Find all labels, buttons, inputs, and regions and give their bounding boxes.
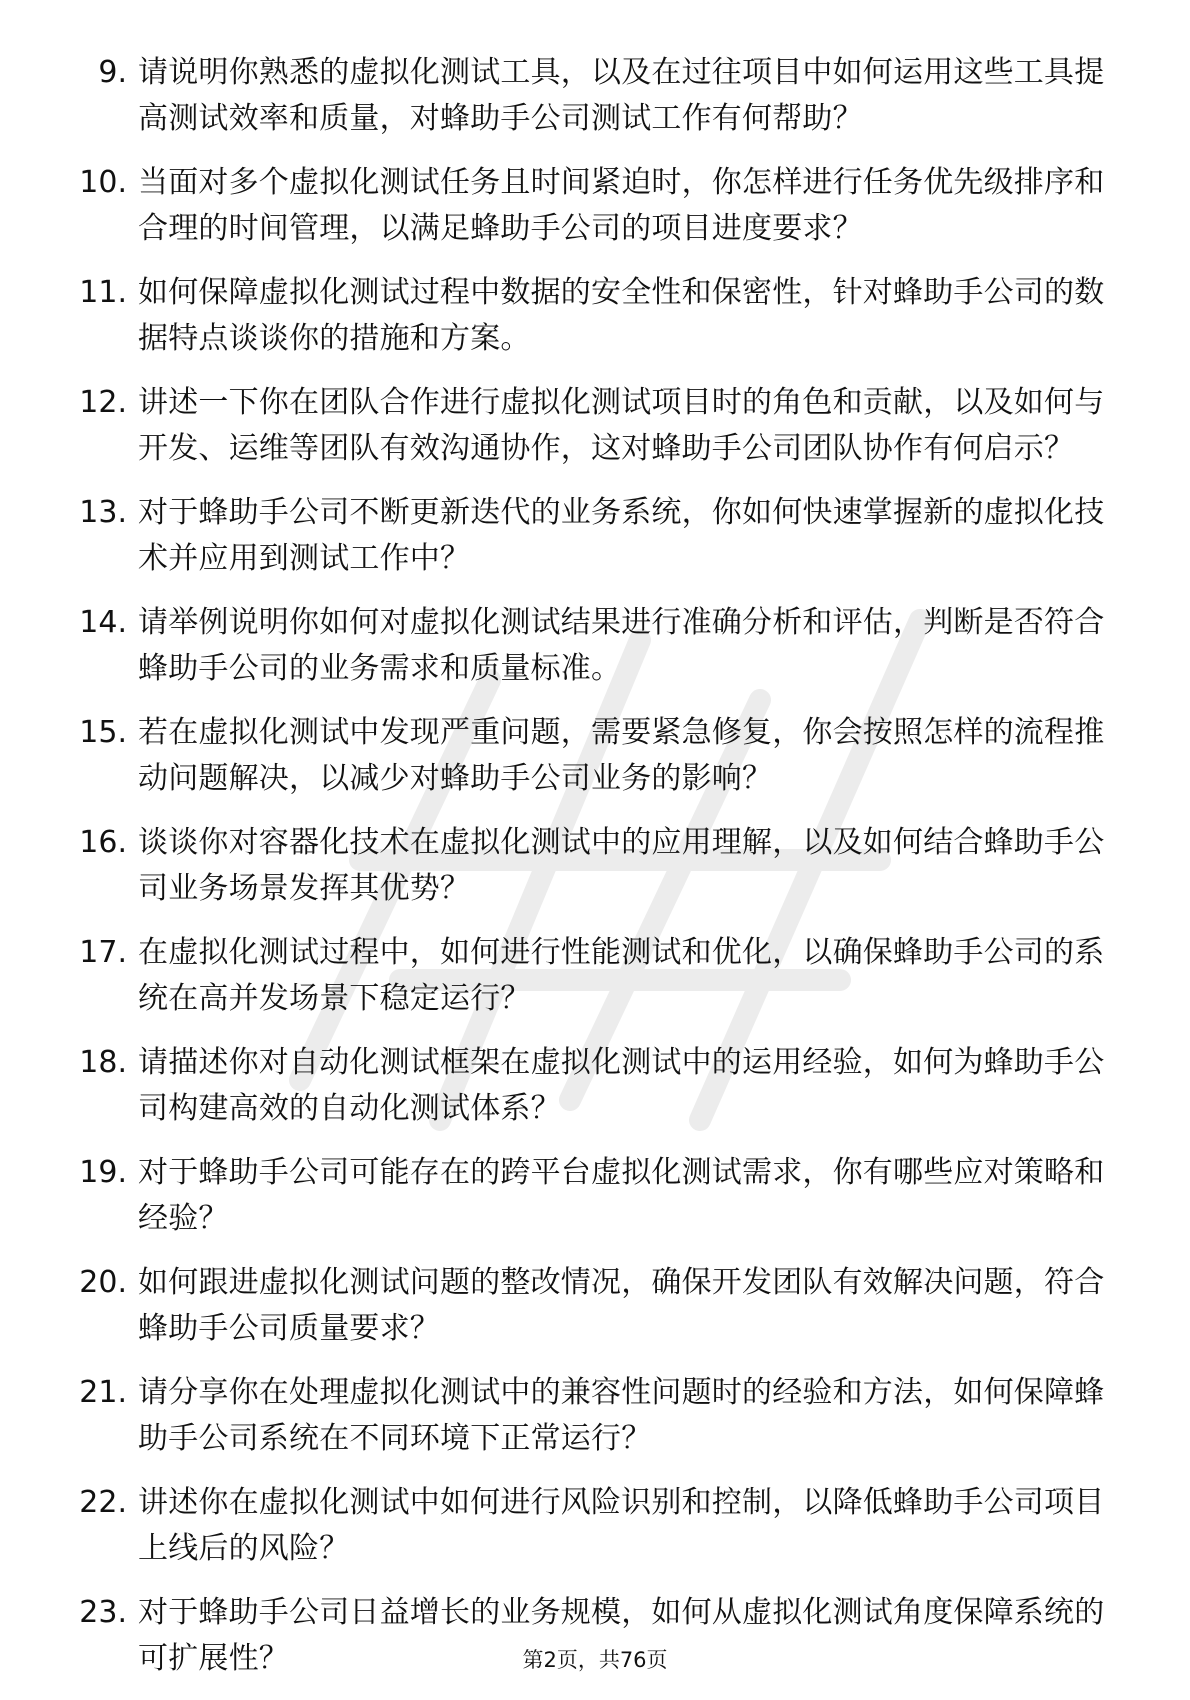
question-text: 请描述你对自动化测试框架在虚拟化测试中的运用经验，如何为蜂助手公司构建高效的自动化测试体系？ [138, 1045, 1105, 1126]
question-text: 在虚拟化测试过程中，如何进行性能测试和优化，以确保蜂助手公司的系统在高并发场景下稳定运行？ [138, 935, 1105, 1016]
question-number: 14. [79, 605, 127, 640]
question-number: 18. [79, 1045, 127, 1080]
question-number: 22. [79, 1485, 127, 1520]
question-number: 23. [79, 1595, 127, 1630]
question-number: 20. [79, 1265, 127, 1300]
question-item [60, 380, 1120, 472]
question-number: 11. [79, 275, 127, 310]
question-item [60, 1480, 1120, 1572]
question-number: 13. [79, 495, 127, 530]
question-item [60, 490, 1120, 582]
question-item [60, 1040, 1120, 1132]
question-text: 讲述一下你在团队合作进行虚拟化测试项目时的角色和贡献，以及如何与开发、运维等团队有效沟通协作，这对蜂助手公司团队协作有何启示？ [138, 385, 1105, 466]
question-number: 16. [79, 825, 127, 860]
question-text: 对于蜂助手公司不断更新迭代的业务系统，你如何快速掌握新的虚拟化技术并应用到测试工作中？ [138, 495, 1105, 576]
question-text: 谈谈你对容器化技术在虚拟化测试中的应用理解，以及如何结合蜂助手公司业务场景发挥其优势？ [138, 825, 1105, 906]
question-item [60, 270, 1120, 362]
question-text: 如何保障虚拟化测试过程中数据的安全性和保密性，针对蜂助手公司的数据特点谈谈你的措施和方案。 [138, 275, 1105, 356]
question-number: 15. [79, 715, 127, 750]
question-number: 9. [98, 55, 127, 90]
question-item [60, 1260, 1120, 1352]
question-item [60, 1370, 1120, 1462]
question-text: 请说明你熟悉的虚拟化测试工具，以及在过往项目中如何运用这些工具提高测试效率和质量，对蜂助手公司测试工作有何帮助？ [138, 55, 1105, 136]
question-item [60, 710, 1120, 802]
question-item [60, 50, 1120, 142]
question-item [60, 930, 1120, 1022]
question-text: 若在虚拟化测试中发现严重问题，需要紧急修复，你会按照怎样的流程推动问题解决，以减少对蜂助手公司业务的影响？ [138, 715, 1105, 796]
question-item [60, 160, 1120, 252]
question-text: 对于蜂助手公司日益增长的业务规模，如何从虚拟化测试角度保障系统的可扩展性？ [138, 1595, 1105, 1676]
question-text: 讲述你在虚拟化测试中如何进行风险识别和控制，以降低蜂助手公司项目上线后的风险？ [138, 1485, 1105, 1566]
question-list [60, 50, 1120, 1700]
question-item [60, 600, 1120, 692]
question-item [60, 820, 1120, 912]
question-number: 17. [79, 935, 127, 970]
question-text: 对于蜂助手公司可能存在的跨平台虚拟化测试需求，你有哪些应对策略和经验？ [138, 1155, 1105, 1236]
question-number: 10. [79, 165, 127, 200]
page-footer: 第2页，共76页 [522, 1648, 668, 1672]
question-number: 21. [79, 1375, 127, 1410]
question-item [60, 1150, 1120, 1242]
question-number: 12. [79, 385, 127, 420]
question-text: 请举例说明你如何对虚拟化测试结果进行准确分析和评估，判断是否符合蜂助手公司的业务需求和质量标准。 [138, 605, 1105, 686]
question-text: 当面对多个虚拟化测试任务且时间紧迫时，你怎样进行任务优先级排序和合理的时间管理，以满足蜂助手公司的项目进度要求？ [138, 165, 1105, 246]
question-number: 19. [79, 1155, 127, 1190]
question-text: 如何跟进虚拟化测试问题的整改情况，确保开发团队有效解决问题，符合蜂助手公司质量要求？ [138, 1265, 1105, 1346]
question-text: 请分享你在处理虚拟化测试中的兼容性问题时的经验和方法，如何保障蜂助手公司系统在不同环境下正常运行？ [138, 1375, 1105, 1456]
